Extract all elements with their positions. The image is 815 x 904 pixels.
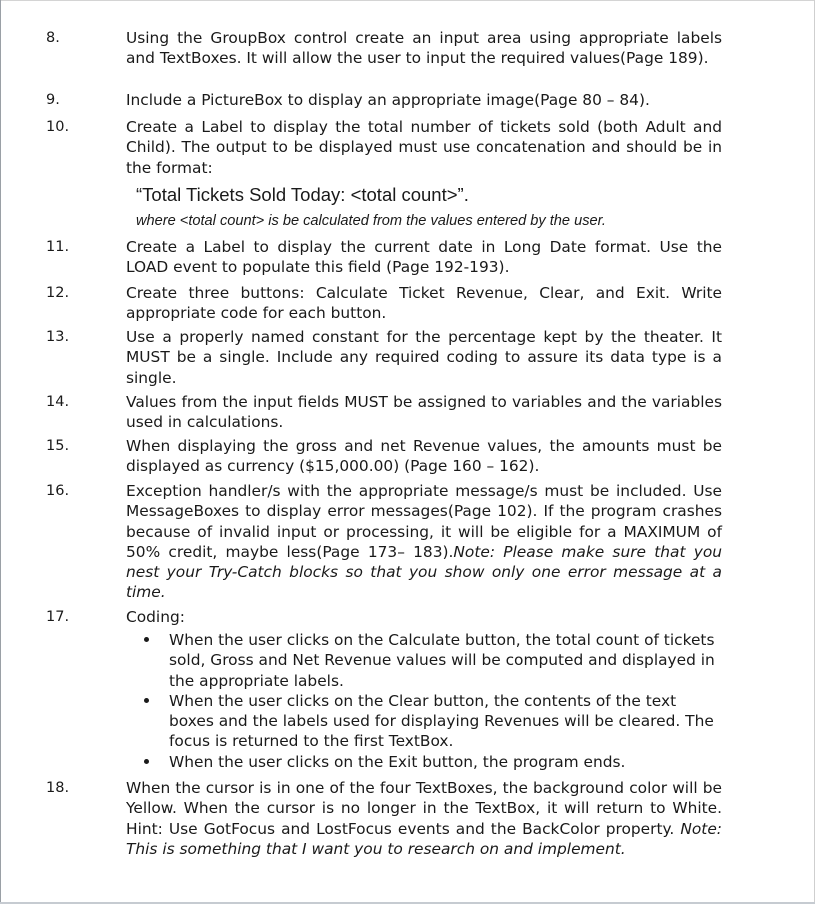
item-text: Create a Label to display the current date in Long Date format. Use the LOAD event to populate this field (Page 192-193). xyxy=(126,238,722,277)
item-note: Note: This is something that I want you to research on and implement. xyxy=(126,819,722,858)
item-text-main: When the cursor is in one of the four TextBoxes, the background color will be Yellow. When the cursor is no longer in the TextBox, it will return to White. Hint: Use GotFocus and LostFocus events and the BackColor property. xyxy=(126,779,722,838)
item-text: Include a PictureBox to display an appropriate image(Page 80 – 84). xyxy=(126,91,650,109)
item-number: 17. xyxy=(46,609,70,625)
item-text: Using the GroupBox control create an input area using appropriate labels and TextBoxes. It will allow the user to input the required values(Page 189). xyxy=(126,29,722,68)
item-number: 16. xyxy=(46,483,70,499)
bullet-dot xyxy=(144,759,149,764)
page-border-top xyxy=(0,0,815,1)
item-text-main: Exception handler/s with the appropriate message/s must be included. Use MessageBoxes to display error messages(Page 102). If the program crashes because of invalid input or processing, it will be eligible for a MAXIMUM of 50% credit, maybe less(Page 173– 183). xyxy=(126,482,722,561)
item-text xyxy=(126,778,722,859)
item-text: When displaying the gross and net Revenue values, the amounts must be displayed as currency ($15,000.00) (Page 160 – 162). xyxy=(126,437,722,476)
item-number: 10. xyxy=(46,119,70,135)
bullet-text: When the user clicks on the Exit button, the program ends. xyxy=(169,752,626,771)
item-note: Note: Please make sure that you nest your Try-Catch blocks so that you show only one error message at a time. xyxy=(126,542,722,602)
item-text: Create three buttons: Calculate Ticket Revenue, Clear, and Exit. Write appropriate code for each button. xyxy=(126,284,722,323)
item-text xyxy=(126,481,722,603)
item-number: 11. xyxy=(46,239,70,255)
bullet-dot xyxy=(144,637,149,642)
bullet-text: When the user clicks on the Clear button, the contents of the text boxes and the labels used for displaying Revenues will be cleared. The focus is returned to the first TextBox. xyxy=(169,691,714,751)
bullet-dot xyxy=(144,698,149,703)
bullet-text: When the user clicks on the Calculate button, the total count of tickets sold, Gross and Net Revenue values will be computed and displayed in the appropriate labels. xyxy=(169,631,715,690)
item-number: 13. xyxy=(46,329,70,345)
item-text: Values from the input fields MUST be assigned to variables and the variables used in calculations. xyxy=(126,393,722,432)
coding-bullet-list xyxy=(144,630,716,772)
item-number: 8. xyxy=(46,30,60,46)
format-quote: “Total Tickets Sold Today: <total count>”. xyxy=(136,184,469,205)
item-number: 18. xyxy=(46,780,70,796)
bullet-item xyxy=(144,630,716,691)
item-number: 9. xyxy=(46,92,60,108)
item-text: Create a Label to display the total number of tickets sold (both Adult and Child). The output to be displayed must use concatenation and should be in the format: xyxy=(126,118,722,177)
format-where-note: where <total count> is be calculated from the values entered by the user. xyxy=(136,213,606,229)
item-number: 15. xyxy=(46,438,70,454)
bullet-item xyxy=(144,752,716,772)
item-number: 12. xyxy=(46,285,70,301)
page-border-left xyxy=(0,0,1,904)
bullet-item xyxy=(144,691,716,752)
item-text: Coding: xyxy=(126,608,185,626)
item-number: 14. xyxy=(46,394,70,410)
item-text: Use a properly named constant for the percentage kept by the theater. It MUST be a single. Include any required coding to assure its data type is a single. xyxy=(126,328,722,387)
